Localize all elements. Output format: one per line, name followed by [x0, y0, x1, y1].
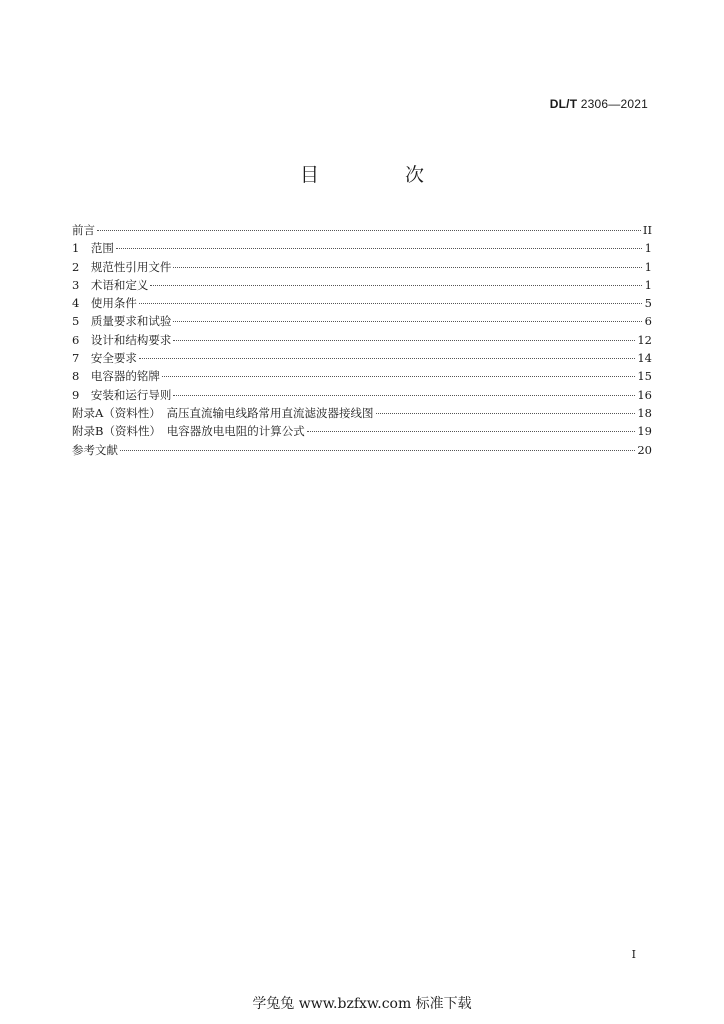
- toc-entry-label: 8 电容器的铭牌: [72, 369, 160, 384]
- toc-entry-page: 18: [637, 405, 652, 420]
- toc-entry-label: 附录A（资料性） 高压直流输电线路常用直流滤波器接线图: [72, 405, 374, 420]
- toc-entry-page: 15: [637, 369, 652, 384]
- toc-entry-page: 20: [637, 442, 652, 457]
- toc-entry-label: 7 安全要求: [72, 351, 137, 366]
- toc-entry-page: 1: [644, 241, 652, 256]
- toc-entry-label: 5 质量要求和试验: [72, 314, 172, 329]
- toc-entry-label: 附录B（资料性） 电容器放电电阻的计算公式: [72, 424, 305, 439]
- toc-dot-leader: [120, 450, 635, 451]
- toc-entry-label: 9 安装和运行导则: [72, 387, 172, 402]
- toc-entry[interactable]: [72, 258, 652, 276]
- toc-entry[interactable]: [72, 221, 652, 239]
- toc-entry[interactable]: [72, 276, 652, 294]
- page-number: I: [631, 948, 636, 961]
- toc-entry-label: 4 使用条件: [72, 296, 137, 311]
- toc-dot-leader: [173, 340, 635, 341]
- toc-entry[interactable]: [72, 386, 652, 404]
- toc-entry-page: 5: [644, 296, 652, 311]
- toc-entry[interactable]: [72, 367, 652, 385]
- toc-entry[interactable]: [72, 239, 652, 257]
- document-code-number: 2306—2021: [580, 97, 648, 111]
- table-of-contents: [72, 221, 652, 459]
- toc-dot-leader: [173, 267, 642, 268]
- toc-dot-leader: [139, 358, 636, 359]
- toc-dot-leader: [139, 303, 642, 304]
- toc-dot-leader: [116, 248, 642, 249]
- toc-dot-leader: [173, 395, 635, 396]
- toc-entry-page: 12: [637, 332, 652, 347]
- toc-dot-leader: [162, 376, 636, 377]
- toc-entry-page: 16: [637, 387, 652, 402]
- toc-entry[interactable]: [72, 349, 652, 367]
- toc-dot-leader: [307, 431, 636, 432]
- toc-entry-page: 14: [637, 351, 652, 366]
- toc-entry-page: II: [642, 223, 652, 237]
- toc-dot-leader: [97, 230, 641, 231]
- toc-entry-label: 1 范围: [72, 241, 114, 256]
- toc-dot-leader: [173, 321, 642, 322]
- toc-dot-leader: [150, 285, 642, 286]
- toc-dot-leader: [376, 413, 636, 414]
- toc-entry-label: 6 设计和结构要求: [72, 332, 172, 347]
- toc-entry[interactable]: [72, 441, 652, 459]
- toc-entry-label: 参考文献: [72, 442, 118, 457]
- toc-entry[interactable]: [72, 404, 652, 422]
- toc-entry-label: 2 规范性引用文件: [72, 259, 172, 274]
- toc-entry-label: 3 术语和定义: [72, 277, 149, 292]
- toc-entry-page: 19: [637, 424, 652, 439]
- footer-watermark: 学兔兔 www.bzfxw.com 标准下载: [252, 996, 472, 1012]
- toc-entry-page: 1: [644, 259, 652, 274]
- toc-entry-page: 1: [644, 277, 652, 292]
- document-code-prefix: DL/T: [549, 97, 578, 111]
- toc-entry[interactable]: [72, 312, 652, 330]
- toc-entry[interactable]: [72, 294, 652, 312]
- document-code: [550, 97, 648, 111]
- toc-entry-page: 6: [644, 314, 652, 329]
- toc-entry[interactable]: [72, 331, 652, 349]
- toc-entry[interactable]: [72, 422, 652, 440]
- toc-title: 目 次: [299, 164, 465, 186]
- toc-entry-label: 前言: [72, 223, 95, 237]
